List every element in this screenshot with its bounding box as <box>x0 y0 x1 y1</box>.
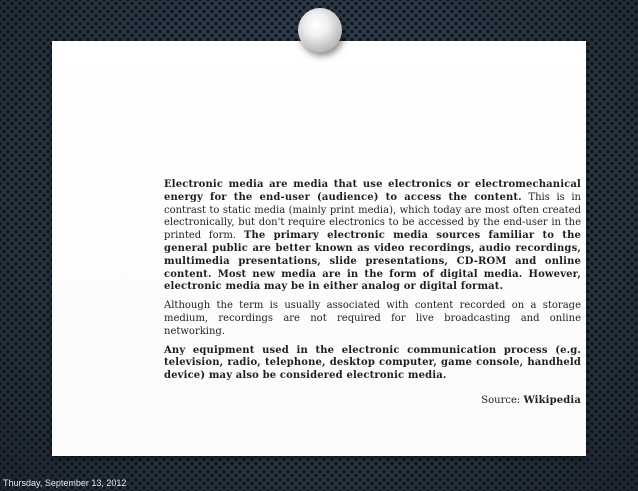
push-pin-icon <box>298 8 342 52</box>
slide-content <box>164 179 581 408</box>
slide-paper <box>52 41 586 456</box>
paragraph-equipment-text: Any equipment used in the electronic communication process (e.g. television, radio, telephone, desktop computer, game console, handheld device) may also be considered electronic media. <box>164 344 581 382</box>
source-label: Source: <box>481 394 524 406</box>
source-citation <box>164 395 581 408</box>
paragraph-equipment <box>164 345 581 383</box>
paragraph-storage: Although the term is usually associated with content recorded on a storage medium, recordings are not required for live broadcasting and online networking. <box>164 300 581 337</box>
paragraph-definition <box>164 179 581 294</box>
paragraph-definition-sources: The primary electronic media sources familiar to the general public are better known as video recordings, audio recordings, multimedia presentations, slide presentations, CD-ROM and online content. Most new media are in the form of digital media. However, electronic media may be in either analog or digital format. <box>164 230 581 293</box>
source-name: Wikipedia <box>523 394 581 406</box>
paragraph-definition-lead: Electronic media are media that use electronics or electromechanical energy for the end-user (audience) to access the content. <box>164 179 581 203</box>
footer-date: Thursday, September 13, 2012 <box>3 478 127 488</box>
paragraph-definition-body: This is in contrast to static media (mainly print media), which today are most often created electronically, but don't require electronics to be accessed by the end-user in the printed form. <box>164 191 581 242</box>
